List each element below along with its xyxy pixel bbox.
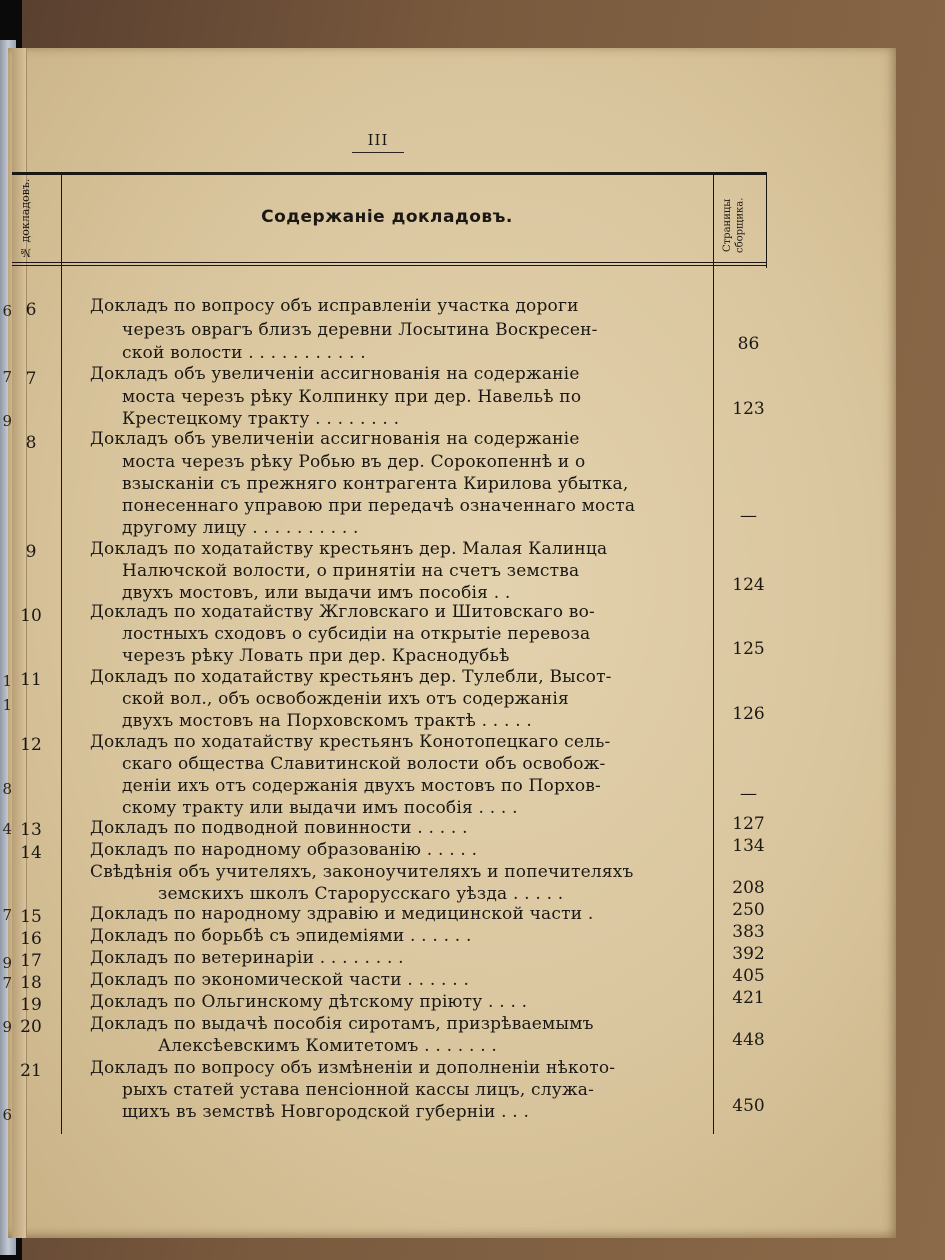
report-number: 15 [20, 907, 42, 927]
page-reference: 250 [732, 900, 765, 920]
page-title: Содержанiе докладовъ. [261, 207, 513, 227]
margin-number: 6 [2, 1106, 12, 1124]
page-reference: 124 [732, 575, 765, 595]
report-number: 9 [25, 542, 37, 562]
report-number: 8 [25, 433, 37, 453]
page-reference: 392 [732, 944, 765, 964]
column-divider-right [713, 172, 714, 1134]
page-number: III [367, 131, 389, 149]
margin-number: 1 [2, 672, 12, 690]
table-top-rule [12, 172, 767, 175]
entry-line: Докладъ по выдачѣ пособiя сиротамъ, призрѣваемымъ [90, 1014, 594, 1034]
report-number: 13 [20, 820, 42, 840]
entry-line: Докладъ по ветеринарiи . . . . . . . . [90, 948, 404, 968]
entry-line: земскихъ школъ Старорусскаго уѣзда . . . . . [158, 884, 564, 904]
margin-number: 4 [2, 820, 12, 838]
entry-line: ской волости . . . . . . . . . . . [122, 343, 366, 363]
entry-line: Докладъ по Ольгинскому дѣтскому прiюту . . . . [90, 992, 528, 1012]
entry-line: Докладъ по народному образованiю . . . . . [90, 840, 478, 860]
page-reference: 208 [732, 878, 765, 898]
report-number: 18 [20, 973, 42, 993]
entry-line: моста черезъ рѣку Робью въ дер. Сорокопеннѣ и о [122, 452, 586, 472]
entry-line: Докладъ по ходатайству крестьянъ дер. Тулебли, Высот- [90, 667, 612, 687]
page-reference: 86 [737, 334, 760, 354]
page-reference: 450 [732, 1096, 765, 1116]
margin-number: 9 [2, 1018, 12, 1036]
page-reference: — [740, 784, 757, 804]
entry-line: Докладъ по экономической части . . . . . . [90, 970, 470, 990]
entry-line: Докладъ по ходатайству крестьянъ Конотопецкаго сель- [90, 732, 611, 752]
page-reference: 127 [732, 814, 765, 834]
report-number: 14 [20, 843, 42, 863]
entry-line: рыхъ статей устава пенсiонной кассы лицъ, служа- [122, 1080, 595, 1100]
report-number: 6 [25, 300, 37, 320]
entry-line: взысканiи съ прежняго контрагента Кирилова убытка, [122, 474, 629, 494]
page-reference: — [740, 506, 757, 526]
entry-line: двухъ мостовъ, или выдачи имъ пособiя . . [122, 583, 511, 603]
page-reference: 125 [732, 639, 765, 659]
report-number: 12 [20, 735, 42, 755]
entry-line: двухъ мостовъ на Порховскомъ трактѣ . . . . . [122, 711, 533, 731]
page-number-underline [352, 152, 404, 153]
page-reference: 448 [732, 1030, 765, 1050]
entry-line: Докладъ по подводной повинности . . . . . [90, 818, 468, 838]
entry-line: черезъ оврагъ близъ деревни Лосытина Воскресен- [122, 320, 598, 340]
entry-line: деніи ихъ отъ содержанiя двухъ мостовъ по Порхов- [122, 776, 601, 796]
report-number: 17 [20, 951, 42, 971]
page-reference: 123 [732, 399, 765, 419]
report-number: 21 [20, 1061, 42, 1081]
entry-line: Докладъ по народному здравiю и медицинской части . [90, 904, 594, 924]
entry-line: Докладъ по борьбѣ съ эпидемiями . . . . . . [90, 926, 472, 946]
report-number: 16 [20, 929, 42, 949]
entry-line: Докладъ по вопросу объ исправленiи участка дороги [90, 296, 579, 316]
report-number: 7 [25, 369, 37, 389]
entry-line: ской вол., объ освобожденiи ихъ отъ содержанiя [122, 689, 569, 709]
entry-line: Докладъ по ходатайству Жгловскаго и Шитовскаго во- [90, 602, 595, 622]
margin-number: 7 [2, 368, 12, 386]
column-header-report-number: № докладовъ. [19, 178, 32, 260]
margin-number: 6 [2, 302, 12, 320]
entry-line: понесеннаго управою при передачѣ означеннаго моста [122, 496, 636, 516]
table-header-rule [12, 262, 767, 263]
margin-number: 8 [2, 780, 12, 798]
entry-line: Докладъ по вопросу объ измѣненiи и дополненiи нѣкото- [90, 1058, 616, 1078]
margin-number: 9 [2, 954, 12, 972]
table-header-rule-double [12, 265, 767, 266]
entry-line: моста черезъ рѣку Колпинку при дер. Навельѣ по [122, 387, 582, 407]
report-number: 19 [20, 995, 42, 1015]
page-reference: 421 [732, 988, 765, 1008]
entry-line: лостныхъ сходовъ о субсидiи на открытiе перевоза [122, 624, 591, 644]
entry-line: Докладъ по ходатайству крестьянъ дер. Малая Калинца [90, 539, 608, 559]
report-number: 11 [20, 670, 42, 690]
entry-line: Налючской волости, о принятiи на счетъ земства [122, 561, 580, 581]
entry-line: скому тракту или выдачи имъ пособiя . . . . [122, 798, 518, 818]
margin-number: 7 [2, 906, 12, 924]
entry-line: Докладъ объ увеличенiи ассигнованiя на содержанiе [90, 364, 580, 384]
margin-number: 1 [2, 696, 12, 714]
entry-line: Свѣдѣнiя объ учителяхъ, законоучителяхъ и попечителяхъ [90, 862, 634, 882]
entry-line: другому лицу . . . . . . . . . . [122, 518, 359, 538]
report-number: 10 [20, 606, 42, 626]
column-header-pages: Страницы сборщика. [722, 197, 746, 253]
entry-line: черезъ рѣку Ловать при дер. Краснодубьѣ [122, 646, 510, 666]
page-reference: 405 [732, 966, 765, 986]
column-divider-left [61, 172, 62, 1134]
margin-number: 9 [2, 412, 12, 430]
entry-line: щихъ въ земствѣ Новгородской губернiи . . . [122, 1102, 530, 1122]
page-reference: 126 [732, 704, 765, 724]
entry-line: Крестецкому тракту . . . . . . . . [122, 409, 400, 429]
margin-number: 7 [2, 974, 12, 992]
page-reference: 383 [732, 922, 765, 942]
entry-line: скаго общества Славитинской волости объ освобож- [122, 754, 606, 774]
entry-line: Алексѣевскимъ Комитетомъ . . . . . . . [158, 1036, 498, 1056]
page-reference: 134 [732, 836, 765, 856]
report-number: 20 [20, 1017, 42, 1037]
header-right-edge [766, 172, 767, 268]
entry-line: Докладъ объ увеличенiи ассигнованiя на содержанiе [90, 429, 580, 449]
